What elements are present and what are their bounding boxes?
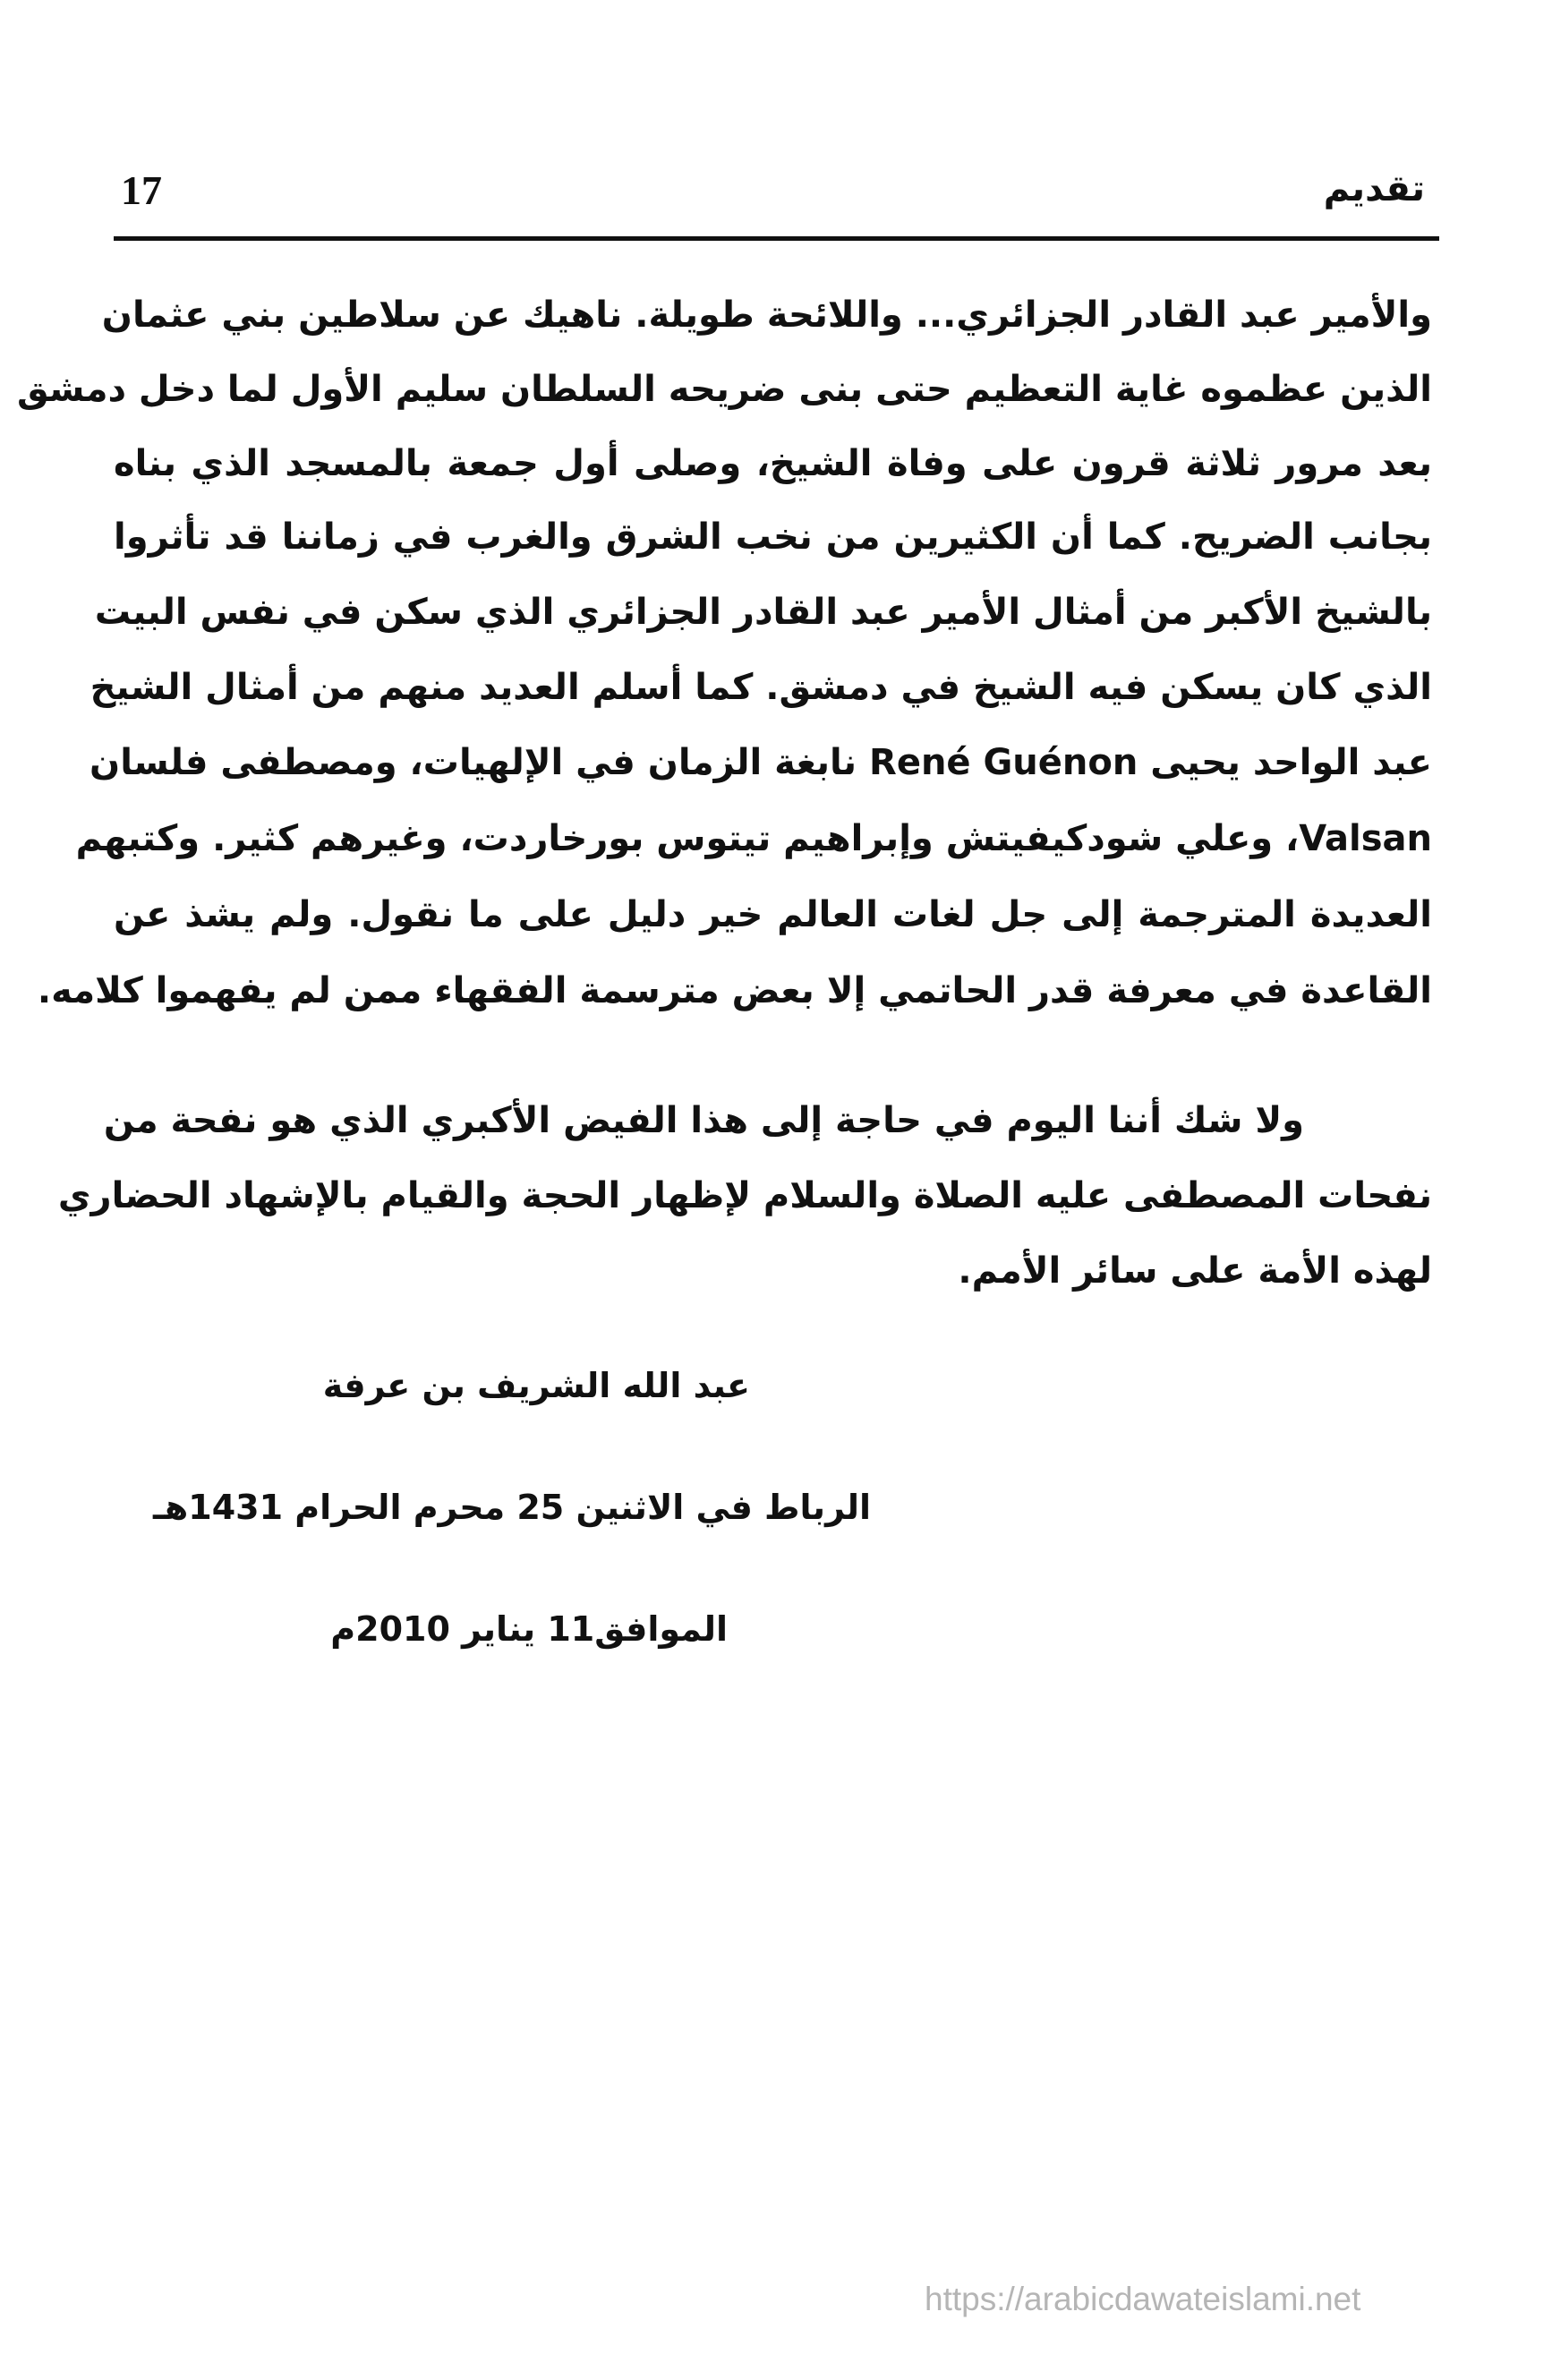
- signature-author: عبد الله الشريف بن عرفة: [322, 1366, 750, 1405]
- signature-hijri-date: الرباط في الاثنين 25 محرم الحرام 1431هـ: [152, 1488, 871, 1527]
- text-line: الذي كان يسكن فيه الشيخ في دمشق. كما أسلم العديد منهم من أمثال الشيخ: [90, 667, 1432, 708]
- text-line: Valsan، وعلي شودكيفيتش وإبراهيم تيتوس بورخاردت، وغيرهم كثير. وكتبهم: [75, 818, 1432, 859]
- watermark-url: https://arabicdawateislami.net: [925, 2281, 1361, 2317]
- text-line: والأمير عبد القادر الجزائري... واللائحة طويلة. ناهيك عن سلاطين بني عثمان: [101, 294, 1432, 336]
- page-number: 17: [121, 167, 162, 213]
- text-line: بعد مرور ثلاثة قرون على وفاة الشيخ، وصلى أول جمعة بالمسجد الذي بناه: [114, 443, 1432, 484]
- text-line: لهذه الأمة على سائر الأمم.: [958, 1250, 1432, 1292]
- text-line: عبد الواحد يحيى René Guénon نابغة الزمان في الإلهيات، ومصطفى فلسان: [90, 742, 1432, 783]
- header-rule: [114, 236, 1439, 241]
- text-line: نفحات المصطفى عليه الصلاة والسلام لإظهار الحجة والقيام بالإشهاد الحضاري: [57, 1175, 1432, 1216]
- running-title: تقديم: [1323, 168, 1425, 209]
- text-line: ولا شك أننا اليوم في حاجة إلى هذا الفيض الأكبري الذي هو نفحة من: [103, 1100, 1304, 1141]
- text-line: الذين عظموه غاية التعظيم حتى بنى ضريحه السلطان سليم الأول لما دخل دمشق: [16, 369, 1432, 410]
- signature-gregorian-date: الموافق11 يناير 2010م: [330, 1609, 728, 1649]
- text-line: القاعدة في معرفة قدر الحاتمي إلا بعض مترسمة الفقهاء ممن لم يفهموا كلامه.: [37, 970, 1432, 1011]
- text-line: بجانب الضريح. كما أن الكثيرين من نخب الشرق والغرب في زماننا قد تأثروا: [114, 516, 1432, 558]
- text-line: بالشيخ الأكبر من أمثال الأمير عبد القادر الجزائري الذي سكن في نفس البيت: [94, 592, 1432, 633]
- text-line: العديدة المترجمة إلى جل لغات العالم خير دليل على ما نقول. ولم يشذ عن: [114, 894, 1432, 935]
